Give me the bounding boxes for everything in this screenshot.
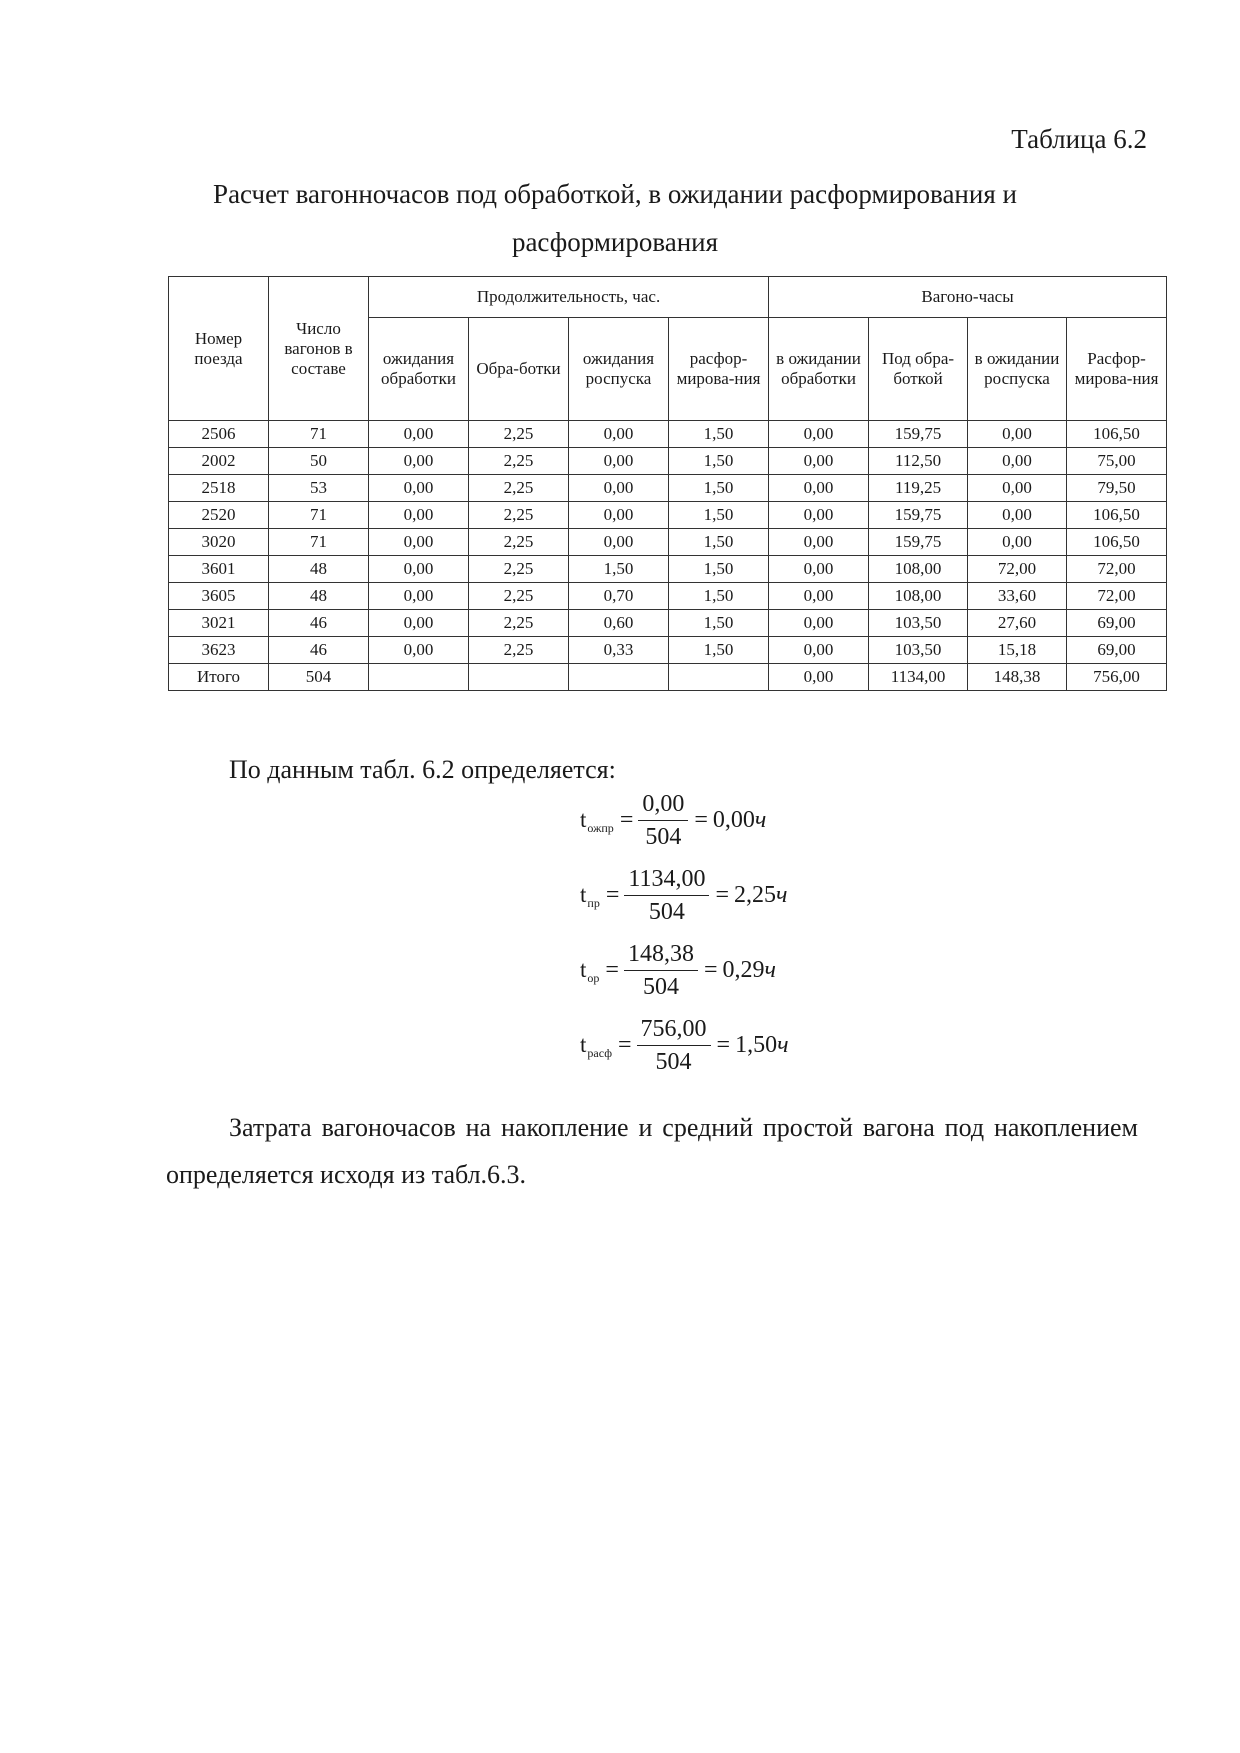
table-cell: 3601 — [169, 556, 269, 583]
formula-subscript: расф — [587, 1045, 612, 1060]
table-cell: 0,00 — [369, 448, 469, 475]
table-cell: 75,00 — [1067, 448, 1167, 475]
formula-variable: t — [580, 882, 587, 907]
table-row — [169, 502, 1167, 529]
table-title: Расчет вагонночасов под обработкой, в ожидании расформирования и расформирования — [213, 179, 1017, 257]
table-number: Таблица 6.2 — [1011, 124, 1147, 154]
header-wagon-hours-group: Вагоно-часы — [769, 277, 1167, 318]
table-cell: 48 — [269, 556, 369, 583]
table-row — [169, 529, 1167, 556]
header-wh-wait-release: в ожидании роспуска — [968, 318, 1067, 421]
table-cell: 112,50 — [869, 448, 968, 475]
table-cell: 1,50 — [669, 610, 769, 637]
table-cell: 1134,00 — [869, 664, 968, 691]
table-cell: 2,25 — [469, 637, 569, 664]
table-cell: 2,25 — [469, 475, 569, 502]
fraction-denominator: 504 — [645, 823, 682, 850]
table-cell: 103,50 — [869, 637, 968, 664]
table-cell: 3623 — [169, 637, 269, 664]
fraction-denominator: 504 — [642, 973, 679, 1000]
table-cell: 0,00 — [369, 610, 469, 637]
table-cell: 0,00 — [769, 610, 869, 637]
formula-fraction — [624, 940, 698, 1001]
table-cell: 159,75 — [869, 502, 968, 529]
table-cell — [469, 664, 569, 691]
formula-unit: ч — [764, 956, 776, 983]
table-cell: 2518 — [169, 475, 269, 502]
equals-sign: = — [694, 806, 708, 833]
table-cell: 2,25 — [469, 448, 569, 475]
table-cell: 72,00 — [968, 556, 1067, 583]
table-cell: 106,50 — [1067, 502, 1167, 529]
formula — [580, 865, 787, 925]
table-header-row — [169, 277, 1167, 318]
table-row — [169, 421, 1167, 448]
table-row — [169, 583, 1167, 610]
formula-variable: t — [580, 807, 587, 832]
table-cell: 1,50 — [669, 556, 769, 583]
table-cell: 2506 — [169, 421, 269, 448]
table-cell: 1,50 — [669, 529, 769, 556]
formula-unit: ч — [776, 881, 788, 908]
table-cell: 103,50 — [869, 610, 968, 637]
table-row — [169, 475, 1167, 502]
table-cell: 2,25 — [469, 610, 569, 637]
table-cell: 1,50 — [669, 502, 769, 529]
header-wagon-count: Число вагонов в составе — [269, 277, 369, 421]
fraction-numerator: 0,00 — [638, 790, 688, 821]
table-cell: 0,00 — [769, 664, 869, 691]
table-cell: 0,00 — [569, 475, 669, 502]
table-cell: 50 — [269, 448, 369, 475]
table-cell: 48 — [269, 583, 369, 610]
table-cell: 119,25 — [869, 475, 968, 502]
table-cell — [569, 664, 669, 691]
table-cell: 1,50 — [669, 583, 769, 610]
formula-variable: t — [580, 1032, 587, 1057]
formula-result: 0,00 — [712, 806, 755, 833]
fraction-numerator: 756,00 — [637, 1015, 711, 1046]
equals-sign: = — [605, 956, 619, 983]
table-cell: 0,00 — [769, 637, 869, 664]
table-row — [169, 610, 1167, 637]
table-cell: 2,25 — [469, 421, 569, 448]
equals-sign: = — [715, 881, 730, 908]
table-cell: 108,00 — [869, 556, 968, 583]
header-duration-disbanding: расфор-мирова-ния — [669, 318, 769, 421]
table-cell: 0,00 — [369, 529, 469, 556]
table-cell: 71 — [269, 421, 369, 448]
formula — [580, 940, 776, 1000]
table-cell: 69,00 — [1067, 610, 1167, 637]
table-cell: 46 — [269, 637, 369, 664]
table-cell: 106,50 — [1067, 529, 1167, 556]
formula-subscript: ор — [587, 970, 600, 985]
table-cell: 0,33 — [569, 637, 669, 664]
fraction-numerator: 148,38 — [624, 940, 698, 971]
table-cell: 0,00 — [369, 475, 469, 502]
table-cell: 2520 — [169, 502, 269, 529]
table-cell: 3020 — [169, 529, 269, 556]
table-cell: 0,70 — [569, 583, 669, 610]
formula-subscript: пр — [587, 895, 600, 910]
table-cell: 72,00 — [1067, 583, 1167, 610]
table-cell — [369, 664, 469, 691]
table-cell: 1,50 — [669, 637, 769, 664]
formula-result: 2,25 — [734, 881, 777, 908]
table-cell: 0,00 — [769, 529, 869, 556]
table-cell: 0,00 — [569, 421, 669, 448]
table-cell: 0,60 — [569, 610, 669, 637]
table-cell: 2,25 — [469, 583, 569, 610]
header-wh-wait-processing: в ожидании обработки — [769, 318, 869, 421]
table-cell — [669, 664, 769, 691]
table-cell: 3605 — [169, 583, 269, 610]
table-cell: 756,00 — [1067, 664, 1167, 691]
table-total-row — [169, 664, 1167, 691]
table-cell: 15,18 — [968, 637, 1067, 664]
header-wh-processing: Под обра-боткой — [869, 318, 968, 421]
equals-sign: = — [703, 956, 718, 983]
formula-result: 0,29 — [722, 956, 765, 983]
table-cell: 106,50 — [1067, 421, 1167, 448]
formula — [580, 1015, 789, 1075]
table-cell: 0,00 — [569, 502, 669, 529]
header-duration-group: Продолжительность, час. — [369, 277, 769, 318]
table-cell: 1,50 — [669, 475, 769, 502]
table-cell: 1,50 — [569, 556, 669, 583]
fraction-denominator: 504 — [648, 898, 685, 925]
table-cell: 0,00 — [968, 529, 1067, 556]
conclusion-text: Затрата вагоночасов на накопление и средний простой вагона под накоплением определяется исходя из табл.6.3. — [166, 1113, 1138, 1189]
table-cell: 53 — [269, 475, 369, 502]
table-cell: 0,00 — [968, 475, 1067, 502]
data-table — [168, 276, 1167, 691]
table-cell: 79,50 — [1067, 475, 1167, 502]
table-cell: 2,25 — [469, 556, 569, 583]
fraction-numerator: 1134,00 — [624, 865, 709, 896]
table-cell: 0,00 — [769, 421, 869, 448]
header-duration-wait-processing: ожидания обработки — [369, 318, 469, 421]
table-cell: 27,60 — [968, 610, 1067, 637]
table-cell: 71 — [269, 502, 369, 529]
formula-fraction — [637, 1015, 711, 1076]
table-row — [169, 637, 1167, 664]
formula-fraction — [638, 790, 688, 851]
table-cell: 2002 — [169, 448, 269, 475]
equals-sign: = — [617, 1031, 632, 1058]
formula-unit: ч — [754, 806, 767, 833]
formula — [580, 790, 766, 850]
table-cell: 148,38 — [968, 664, 1067, 691]
header-duration-processing: Обра-ботки — [469, 318, 569, 421]
header-wh-disbanding: Расфор-мирова-ния — [1067, 318, 1167, 421]
table-cell: 0,00 — [769, 475, 869, 502]
table-cell: 0,00 — [968, 421, 1067, 448]
header-train-number: Номер поезда — [169, 277, 269, 421]
table-cell: 0,00 — [569, 448, 669, 475]
header-duration-wait-release: ожидания роспуска — [569, 318, 669, 421]
formula-variable: t — [580, 957, 587, 982]
table-cell: 0,00 — [369, 421, 469, 448]
table-cell: 0,00 — [968, 502, 1067, 529]
table-cell: 0,00 — [769, 448, 869, 475]
table-cell: 71 — [269, 529, 369, 556]
table-cell: 0,00 — [769, 583, 869, 610]
formula-unit: ч — [777, 1031, 789, 1058]
table-cell: 0,00 — [968, 448, 1067, 475]
table-cell: 0,00 — [369, 583, 469, 610]
table-row — [169, 448, 1167, 475]
table-cell: 1,50 — [669, 421, 769, 448]
table-cell: 0,00 — [569, 529, 669, 556]
table-cell: 46 — [269, 610, 369, 637]
table-row — [169, 556, 1167, 583]
equals-sign: = — [605, 881, 620, 908]
table-cell: Итого — [169, 664, 269, 691]
table-cell: 0,00 — [769, 556, 869, 583]
equals-sign: = — [619, 806, 634, 833]
table-cell: 159,75 — [869, 421, 968, 448]
table-cell: 108,00 — [869, 583, 968, 610]
table-cell: 0,00 — [369, 502, 469, 529]
table-cell: 0,00 — [369, 556, 469, 583]
table-cell: 0,00 — [769, 502, 869, 529]
formula-subscript: ожпр — [587, 820, 614, 835]
table-cell: 33,60 — [968, 583, 1067, 610]
formula-fraction — [624, 865, 709, 926]
table-cell: 159,75 — [869, 529, 968, 556]
fraction-denominator: 504 — [655, 1048, 692, 1075]
table-cell: 504 — [269, 664, 369, 691]
equals-sign: = — [716, 1031, 731, 1058]
intro-text: По данным табл. 6.2 определяется: — [229, 755, 616, 784]
table-cell: 2,25 — [469, 529, 569, 556]
table-cell: 1,50 — [669, 448, 769, 475]
table-cell: 72,00 — [1067, 556, 1167, 583]
table-cell: 3021 — [169, 610, 269, 637]
formula-result: 1,50 — [735, 1031, 778, 1058]
table-cell: 2,25 — [469, 502, 569, 529]
table-cell: 69,00 — [1067, 637, 1167, 664]
table-cell: 0,00 — [369, 637, 469, 664]
table-body — [169, 421, 1167, 691]
